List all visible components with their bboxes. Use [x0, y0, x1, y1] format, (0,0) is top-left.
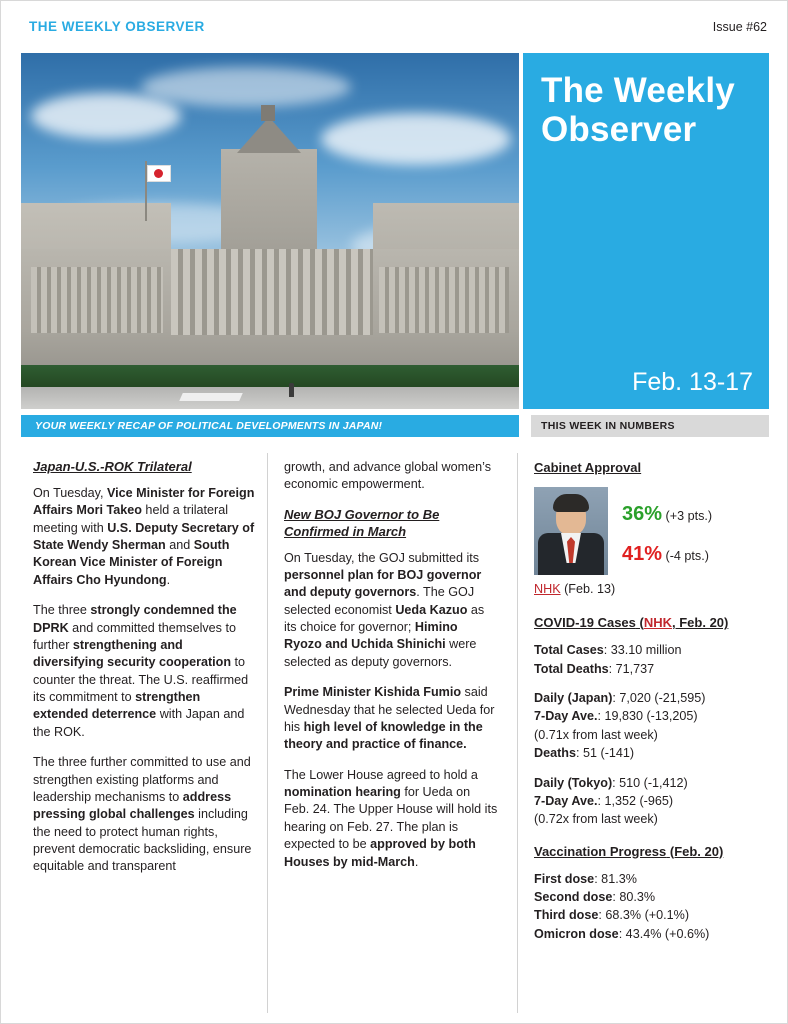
tower-spire	[261, 105, 275, 121]
vaccination-heading-main: Vaccination Progress	[534, 843, 667, 859]
covid-heading-date: , Feb. 20)	[672, 615, 729, 631]
numbers-section-header: THIS WEEK IN NUMBERS	[531, 415, 769, 437]
emphasis-text: nomination hearing	[284, 785, 401, 800]
stat-line	[534, 708, 772, 725]
issue-date-range: Feb. 13-17	[632, 368, 753, 396]
tower-pyramid-roof	[237, 117, 301, 153]
article-paragraph-continuation	[284, 459, 498, 494]
publication-title: The Weekly Observer	[541, 71, 735, 150]
emphasis-text: strengthen extended deterrence	[33, 690, 201, 722]
emphasis-text: strongly condemned the DPRK	[33, 603, 237, 635]
article-paragraph	[284, 684, 498, 754]
stat-label: Total Cases	[534, 643, 604, 658]
cabinet-approval-heading: Cabinet Approval	[534, 460, 642, 475]
nhk-source-link[interactable]: NHK	[534, 581, 561, 596]
stat-label: Omicron dose	[534, 926, 619, 941]
article-paragraph	[33, 754, 255, 876]
stat-value: : 43.4% (+0.6%)	[618, 926, 710, 941]
title-block	[523, 53, 769, 409]
covid-source-link[interactable]: NHK	[643, 615, 673, 631]
hero-photo	[21, 53, 519, 409]
stat-label: Deaths	[534, 746, 576, 761]
stat-label: Second dose	[534, 889, 613, 904]
japan-flag-icon	[147, 165, 171, 182]
spacer	[534, 764, 772, 775]
article-paragraph	[284, 550, 498, 672]
stat-label: 7-Day Ave.	[534, 709, 598, 724]
emphasis-text: personnel plan for BOJ governor and deputy governors	[284, 567, 482, 600]
emphasis-text: address pressing global challenges	[33, 789, 232, 822]
stat-value: : 51 (-141)	[576, 746, 635, 761]
tagline-banner: YOUR WEEKLY RECAP OF POLITICAL DEVELOPMENTS IN JAPAN!	[21, 415, 519, 437]
stat-value: : 510 (-1,412)	[612, 775, 688, 790]
issue-number: Issue #62	[712, 20, 767, 34]
vaccination-heading-date: (Feb. 20)	[669, 843, 724, 859]
cloud-shape	[141, 67, 351, 107]
approval-oppose-delta: (-4 pts.)	[665, 548, 709, 563]
stat-label: Total Deaths	[534, 661, 609, 676]
stat-line	[534, 642, 772, 659]
stat-label: First dose	[534, 871, 595, 886]
body-text: including the need to protect human rights, prevent democratic backsliding, ensure equitable and transparent	[33, 807, 252, 874]
covid-heading	[534, 614, 772, 632]
stat-value: : 33.10 million	[603, 643, 682, 658]
stat-line	[534, 727, 772, 744]
cabinet-approval-row	[534, 487, 772, 579]
body-text: The three	[33, 603, 91, 618]
emphasis-text: Himino Ryozo and Uchida Shinichi	[284, 620, 458, 652]
emphasis-text: Ueda Kazuo	[395, 602, 468, 617]
body-text: .	[166, 572, 171, 587]
stat-line	[534, 907, 772, 924]
ground-marking	[179, 393, 243, 401]
stat-label: Daily (Tokyo)	[534, 775, 613, 790]
article-paragraph	[33, 602, 255, 741]
stat-line	[534, 661, 772, 678]
stat-value: : 80.3%	[612, 889, 656, 904]
article-paragraph	[33, 485, 255, 589]
approval-oppose-value: 41%	[622, 542, 663, 565]
emphasis-text: U.S. Deputy Secretary of State Wendy Sherman	[33, 520, 255, 553]
emphasis-text: strengthening and diversifying security cooperation	[33, 637, 232, 670]
stat-line	[534, 871, 772, 888]
article-column-two	[284, 459, 498, 871]
stat-value: (0.71x from last week)	[534, 727, 658, 742]
body-text: said Wednesday that he selected Ueda for his	[284, 685, 495, 734]
approval-source-date: (Feb. 13)	[564, 581, 616, 596]
stat-line	[534, 690, 772, 707]
masthead	[21, 19, 767, 43]
vaccination-heading	[534, 843, 772, 861]
emphasis-text: approved by both Houses by mid-March	[284, 837, 476, 869]
body-text: with Japan and the ROK.	[33, 707, 245, 739]
approval-oppose-line	[622, 541, 712, 569]
body-text: The Lower House agreed to hold a	[284, 767, 478, 782]
colonnade-right	[379, 267, 509, 333]
approval-support-delta: (+3 pts.)	[665, 508, 713, 523]
article-heading-boj: New BOJ Governor to Be Confirmed in March	[284, 506, 440, 539]
stat-value: (0.72x from last week)	[534, 812, 658, 827]
body-text: held a trilateral meeting with	[33, 503, 229, 535]
plaza-ground	[21, 387, 519, 409]
stat-label: 7-Day Ave.	[534, 793, 598, 808]
column-divider	[517, 453, 518, 1013]
stat-value: : 81.3%	[594, 871, 637, 886]
stat-line	[534, 889, 772, 906]
emphasis-text: South Korean Vice Minister of Foreign Affairs Cho Hyundong	[33, 538, 230, 587]
article-column-one	[33, 459, 255, 876]
stat-value: : 68.3% (+0.1%)	[598, 908, 690, 923]
emphasis-text: Prime Minister Kishida Fumio	[284, 685, 462, 700]
body-text: The three further committed to use and strengthen existing platforms and leadership mechanisms to	[33, 755, 251, 804]
covid-heading-paren: (	[635, 615, 644, 631]
building-colonnade	[171, 249, 373, 335]
body-text: were selected as deputy governors.	[284, 637, 477, 669]
stat-line	[534, 775, 772, 792]
approval-support-value: 36%	[622, 502, 663, 525]
body-text: . The GOJ selected economist	[284, 585, 475, 617]
vaccination-stats-block	[534, 843, 772, 943]
stat-label: Third dose	[534, 908, 599, 923]
emphasis-text: Vice Minister for Foreign Affairs Mori Takeo	[33, 485, 255, 518]
body-text: as its choice for governor;	[284, 602, 485, 635]
stat-value: : 71,737	[608, 661, 655, 676]
body-text: and committed themselves to further	[33, 620, 236, 652]
stat-value: : 19,830 (-13,205)	[597, 709, 698, 724]
emphasis-text: high level of knowledge in the theory and practice of finance.	[284, 719, 483, 752]
article-heading-trilateral: Japan-U.S.-ROK Trilateral	[33, 459, 192, 474]
article-paragraph	[284, 767, 498, 871]
approval-figures	[622, 501, 712, 580]
stat-line	[534, 926, 772, 943]
body-text: to counter the threat. The U.S. reaffirmed its commitment to	[33, 655, 249, 705]
approval-support-line	[622, 501, 712, 529]
approval-source	[534, 581, 772, 598]
stat-label: Daily (Japan)	[534, 691, 613, 705]
stat-value: : 7,020 (-21,595)	[612, 691, 706, 705]
covid-stats-block	[534, 614, 772, 828]
body-text: On Tuesday,	[33, 485, 107, 500]
stat-line	[534, 811, 772, 828]
body-text: for Ueda on Feb. 24. The Upper House will hold its hearing on Feb. 27. The plan is expected to be	[284, 785, 498, 852]
body-text: .	[414, 854, 419, 869]
body-text: and	[165, 538, 194, 553]
numbers-column	[534, 459, 772, 957]
colonnade-left	[31, 267, 163, 333]
stat-line	[534, 793, 772, 810]
stat-value: : 1,352 (-965)	[597, 793, 674, 808]
cloud-shape	[321, 113, 511, 165]
pedestrian-figure	[289, 383, 294, 397]
brand-name: THE WEEKLY OBSERVER	[29, 19, 205, 34]
spacer	[534, 679, 772, 690]
stat-line	[534, 745, 772, 762]
prime-minister-portrait	[534, 487, 608, 575]
portrait-hair	[553, 494, 589, 512]
body-text: growth, and advance global women’s economic empowerment.	[284, 460, 491, 492]
column-divider	[267, 453, 268, 1013]
body-text: On Tuesday, the GOJ submitted its	[284, 550, 480, 565]
covid-heading-main: COVID-19 Cases	[534, 615, 636, 631]
cloud-shape	[31, 93, 181, 139]
